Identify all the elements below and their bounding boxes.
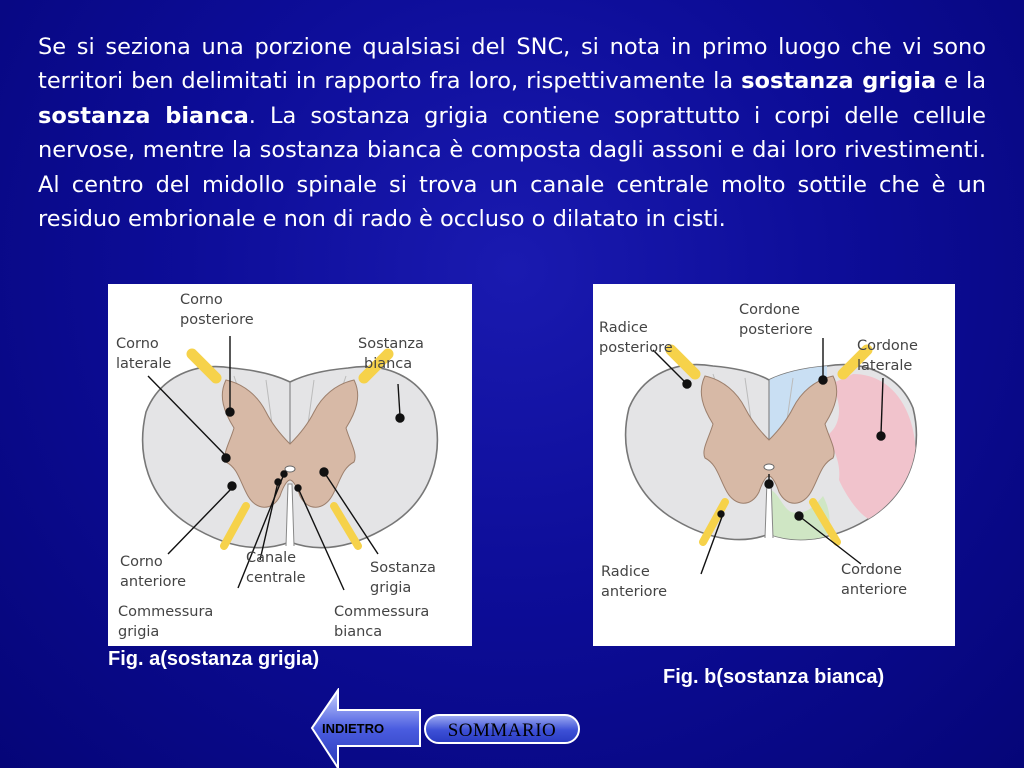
figure-a-caption: Fig. a(sostanza grigia) — [108, 648, 320, 670]
term-sostanza-bianca: sostanza bianca — [38, 102, 249, 129]
figure-b-illustration — [593, 284, 955, 646]
label-radice-posteriore: Radice posteriore — [599, 320, 673, 356]
figure-a-illustration — [108, 284, 472, 646]
central-canal — [285, 466, 295, 472]
label-radice-anteriore: Radice anteriore — [601, 564, 668, 600]
summary-button[interactable]: SOMMARIO — [424, 714, 580, 744]
figure-b-spinal-cord-white-matter — [593, 284, 955, 646]
label-corno-anteriore: Corno anteriore — [120, 554, 187, 590]
anterior-fissure-b — [765, 480, 773, 538]
anterior-fissure — [286, 484, 294, 546]
intro-text-2: e la — [944, 68, 986, 95]
label-commessura-grigia: Commessura grigia — [118, 604, 214, 640]
label-corno-laterale: Corno laterale — [116, 336, 172, 372]
label-cordone-posteriore: Cordone posteriore — [739, 302, 813, 338]
label-commessura-bianca: Commessura bianca — [334, 604, 430, 640]
intro-text-3: . La sostanza grigia contiene soprattutto i corpi delle cellule nervose, mentre la sostanza bianca è composta dagli assoni e dai loro rivestimenti. Al centro del midollo spinale si trova un canale centrale molto sottile che è un residuo embrionale e non di rado è occluso o dilatato in cisti. — [38, 102, 986, 233]
label-cordone-anteriore: Cordone anteriore — [841, 562, 908, 598]
back-button[interactable] — [310, 688, 422, 768]
intro-paragraph — [38, 30, 986, 236]
intro-text-1: Se si seziona una porzione qualsiasi del SNC, si nota in primo luogo che vi sono territori ben delimitati in rapporto fra loro, rispettivamente la — [38, 34, 986, 95]
central-canal-b — [764, 464, 774, 470]
figure-b-caption: Fig. b(sostanza bianca) — [663, 666, 885, 688]
label-sostanza-bianca: Sostanza bianca — [358, 336, 424, 372]
term-sostanza-grigia: sostanza grigia — [741, 68, 937, 95]
label-canale-centrale: Canale centrale — [246, 550, 306, 586]
label-sostanza-grigia: Sostanza grigia — [370, 560, 436, 596]
label-cordone-laterale: Cordone laterale — [857, 338, 918, 374]
label-corno-posteriore: Corno posteriore — [180, 292, 254, 328]
figure-a-spinal-cord-gray-matter — [108, 284, 472, 646]
back-button-label: INDIETRO — [322, 721, 385, 736]
